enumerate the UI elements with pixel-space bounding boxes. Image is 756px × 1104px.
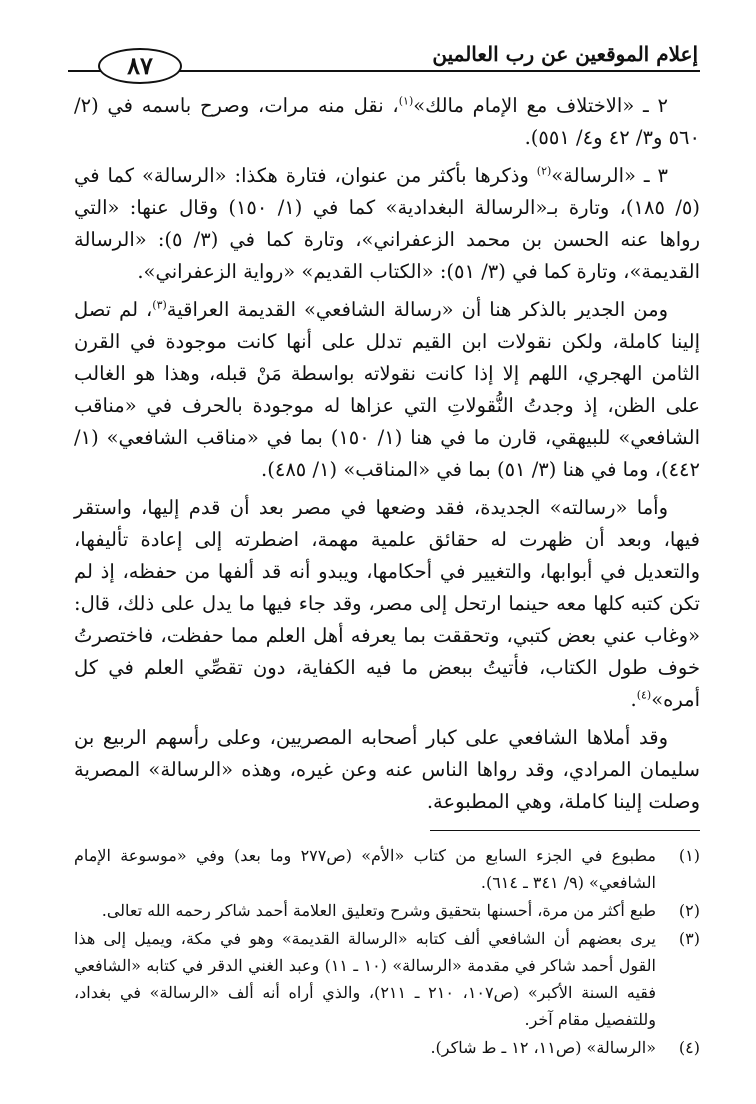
footnote-text: «الرسالة» (ص١١، ١٢ ـ ط شاكر). (430, 1038, 656, 1057)
footnote-ref: (٤) (636, 688, 652, 702)
footnotes (74, 842, 700, 1062)
paragraph-text: وذكرها بأكثر من عنوان، فتارة هكذا: «الرسالة» كما في (٥/ ١٨٥)، وتارة بـ«الرسالة البغدادية» كما في (١/ ١٥٠) وقال عنها: «التي رواها عنه الحسن بن محمد الزعفراني»، وتارة كما في (٣/ ٥): «الرسالة القديمة»، وتارة كما في (٣/ ٥١): «الكتاب القديم» «رواية الزعفراني». (74, 164, 700, 283)
footnote (74, 925, 700, 1033)
footnote-text: يرى بعضهم أن الشافعي ألف كتابه «الرسالة القديمة» وهو في مكة، ويميل إلى هذا القول أحمد شاكر في مقدمة «الرسالة» (١٠ ـ ١١) وعبد الغني الدقر في كتابه «الشافعي فقيه السنة الأكبر» (ص١٠٧، ٢١٠ ـ ٢١١)، والذي أراه أنه ألف «الرسالة» في بغداد، وللتفصيل مقام آخر. (74, 929, 657, 1029)
running-header-title: إعلام الموقعين عن رب العالمين (432, 42, 698, 66)
paragraph-text: ٢ ـ «الاختلاف مع الإمام مالك» (413, 94, 668, 117)
paragraph-text: ، نقل منه مرات، وصرح باسمه في (٢/ ٥٦٠ و٣/ ٤٢ و٤/ ٥٥١). (74, 94, 700, 149)
paragraph-text: . (630, 688, 637, 711)
paragraph-text: وأما «رسالته» الجديدة، فقد وضعها في مصر بعد أن قدم إليها، واستقر فيها، وبعد أن ظهرت له حقائق علمية مهمة، اضطرته إلى إعادة تأليفها، والتعديل في أبوابها، والتغيير في أحكامها، ويبدو أنه قد ألفها من حفظه، إذ لم تكن كتبه كلها معه حينما ارتحل إلى مصر، وقد جاء فيها ما يدل على ذلك، قال: «وغاب عني بعض كتبي، وتحققت بما يعرفه أهل العلم مما حفظت، فاختصرتُ خوف طول الكتاب، فأتيتُ ببعض ما فيه الكفاية، دون تقصِّي العلم في كل أمره» (74, 496, 700, 711)
footnote (74, 842, 700, 896)
body-text (74, 90, 700, 824)
paragraph-text: ومن الجدير بالذكر هنا أن «رسالة الشافعي» القديمة العراقية (166, 298, 668, 321)
footnote-number: (١) (678, 846, 700, 865)
paragraph (74, 90, 700, 154)
paragraph (74, 722, 700, 818)
footnote-ref: (٢) (536, 164, 552, 178)
footnote-separator (430, 830, 700, 831)
footnote-ref: (١) (398, 94, 414, 108)
paragraph (74, 160, 700, 288)
paragraph-text: ، لم تصل إلينا كاملة، ولكن نقولات ابن القيم تدلل على أنها كانت موجودة في القرن الثامن الهجري، اللهم إلا إذا كانت نقولاته بواسطة مَنْ قبله، وهذا هو الغالب على الظن، إذ وجدتُ النُّقولاتِ التي عزاها له موجودة بالحرف في «مناقب الشافعي» للبيهقي، قارن ما في هنا (١/ ١٥٠) بما في «مناقب الشافعي» (١/ ٤٤٢)، وما في هنا (٣/ ٥١) بما في «المناقب» (١/ ٤٨٥). (74, 298, 700, 481)
paragraph-text: ٣ ـ «الرسالة» (551, 164, 668, 187)
page-number: ٨٧ (98, 48, 182, 84)
paragraph (74, 492, 700, 716)
footnote (74, 897, 700, 924)
footnote-text: طبع أكثر من مرة، أحسنها بتحقيق وشرح وتعليق العلامة أحمد شاكر رحمه الله تعالى. (101, 901, 656, 920)
footnote-number: (٢) (678, 901, 700, 920)
paragraph-text: وقد أملاها الشافعي على كبار أصحابه المصريين، وعلى رأسهم الربيع بن سليمان المرادي، وقد رواها الناس عنه وعن غيره، وهذه «الرسالة» المصرية وصلت إلينا كاملة، وهي المطبوعة. (74, 726, 700, 813)
footnote-number: (٣) (678, 929, 700, 948)
footnote-ref: (٣) (152, 298, 167, 312)
footnote (74, 1034, 700, 1061)
paragraph (74, 294, 700, 486)
footnote-text: مطبوع في الجزء السابع من كتاب «الأم» (ص٢٧٧ وما بعد) وفي «موسوعة الإمام الشافعي» (٩/ ٣٤١ ـ ٦١٤). (74, 846, 656, 892)
footnote-number: (٤) (678, 1038, 700, 1057)
